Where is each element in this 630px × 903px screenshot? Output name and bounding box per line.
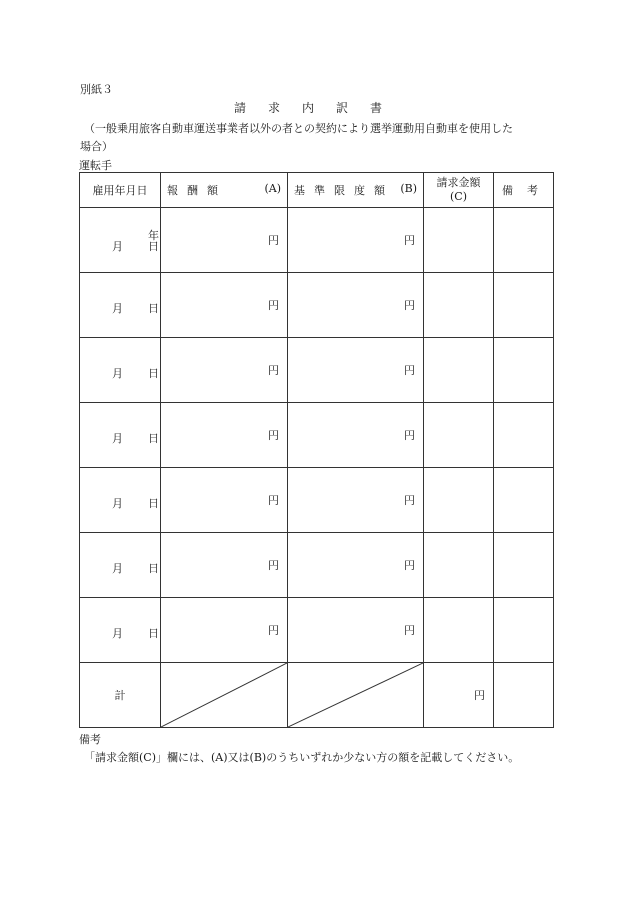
standard-limit-cell[interactable]: 円: [288, 403, 424, 468]
table-row: [80, 598, 554, 663]
header-claim-amount: [424, 173, 494, 208]
pay-amount-cell[interactable]: 円: [161, 598, 288, 663]
date-month-label: 月: [112, 240, 123, 253]
employment-date-cell[interactable]: [80, 403, 161, 468]
table-row: [80, 403, 554, 468]
header-pay-tag: (A): [264, 182, 281, 195]
pay-amount-cell[interactable]: 円: [161, 533, 288, 598]
notes-cell[interactable]: [494, 273, 554, 338]
header-claim-tag: (C): [450, 190, 467, 203]
employment-date-cell[interactable]: [80, 208, 161, 273]
employment-date-cell[interactable]: [80, 598, 161, 663]
total-pay-slashed: [161, 663, 288, 728]
pay-amount-cell[interactable]: 円: [161, 208, 288, 273]
subtitle-line-2: 場合）: [80, 140, 113, 153]
notes-cell[interactable]: [494, 403, 554, 468]
notes-cell[interactable]: [494, 338, 554, 403]
total-claim-cell[interactable]: 円: [424, 663, 494, 728]
header-standard-limit: [288, 173, 424, 208]
header-employment-date: 雇用年月日: [80, 173, 161, 208]
date-day-label: 日: [148, 562, 159, 575]
claim-amount-cell[interactable]: [424, 598, 494, 663]
employment-date-cell[interactable]: [80, 468, 161, 533]
header-notes: 備考: [494, 173, 554, 208]
date-day-label: 日: [148, 302, 159, 315]
pay-amount-cell[interactable]: 円: [161, 468, 288, 533]
diagonal-line: [161, 663, 287, 727]
total-standard-slashed: [288, 663, 424, 728]
pay-amount-cell[interactable]: 円: [161, 403, 288, 468]
employment-date-cell[interactable]: [80, 338, 161, 403]
table-row: [80, 273, 554, 338]
date-month-label: 月: [112, 627, 123, 640]
employment-date-cell[interactable]: [80, 273, 161, 338]
standard-limit-cell[interactable]: 円: [288, 208, 424, 273]
date-month-label: 月: [112, 562, 123, 575]
header-claim-label: 請求金額: [436, 176, 481, 189]
total-notes-cell[interactable]: [494, 663, 554, 728]
date-year-label: 年: [148, 229, 159, 242]
date-day-label: 日: [148, 240, 159, 253]
attachment-label: 別紙３: [80, 83, 113, 96]
claim-amount-cell[interactable]: [424, 468, 494, 533]
date-day-label: 日: [148, 627, 159, 640]
table-row: [80, 468, 554, 533]
total-row: [80, 663, 554, 728]
notes-cell[interactable]: [494, 208, 554, 273]
driver-label: 運転手: [79, 159, 112, 172]
claim-amount-cell[interactable]: [424, 338, 494, 403]
claim-amount-cell[interactable]: [424, 403, 494, 468]
subtitle-line-1: （一般乗用旅客自動車運送事業者以外の者との契約により選挙運動用自動車を使用した: [84, 122, 513, 135]
diagonal-line: [288, 663, 423, 727]
header-standard-tag: (B): [400, 182, 417, 195]
table-row: [80, 338, 554, 403]
date-day-label: 日: [148, 367, 159, 380]
header-standard-label: 基準限度額: [294, 184, 394, 197]
notes-cell[interactable]: [494, 598, 554, 663]
table-header-row: [80, 173, 554, 208]
date-month-label: 月: [112, 302, 123, 315]
remarks-text: 「請求金額(C)」欄には、(A)又は(B)のうちいずれか少ない方の額を記載してください。: [84, 751, 520, 764]
table-row: [80, 533, 554, 598]
standard-limit-cell[interactable]: 円: [288, 338, 424, 403]
claim-amount-cell[interactable]: [424, 208, 494, 273]
claim-amount-cell[interactable]: [424, 273, 494, 338]
notes-cell[interactable]: [494, 468, 554, 533]
date-day-label: 日: [148, 497, 159, 510]
remarks-heading: 備考: [79, 733, 101, 746]
standard-limit-cell[interactable]: 円: [288, 598, 424, 663]
claim-amount-cell[interactable]: [424, 533, 494, 598]
standard-limit-cell[interactable]: 円: [288, 273, 424, 338]
date-month-label: 月: [112, 432, 123, 445]
document-title: 請求内訳書: [233, 101, 404, 115]
date-month-label: 月: [112, 367, 123, 380]
pay-amount-cell[interactable]: 円: [161, 338, 288, 403]
standard-limit-cell[interactable]: 円: [288, 533, 424, 598]
header-pay-label: 報酬額: [167, 184, 227, 197]
date-day-label: 日: [148, 432, 159, 445]
notes-cell[interactable]: [494, 533, 554, 598]
header-pay-amount: [161, 173, 288, 208]
table-row: [80, 208, 554, 273]
employment-date-cell[interactable]: [80, 533, 161, 598]
claim-breakdown-table: [79, 172, 554, 728]
standard-limit-cell[interactable]: 円: [288, 468, 424, 533]
total-label: 計: [80, 663, 161, 728]
date-month-label: 月: [112, 497, 123, 510]
pay-amount-cell[interactable]: 円: [161, 273, 288, 338]
